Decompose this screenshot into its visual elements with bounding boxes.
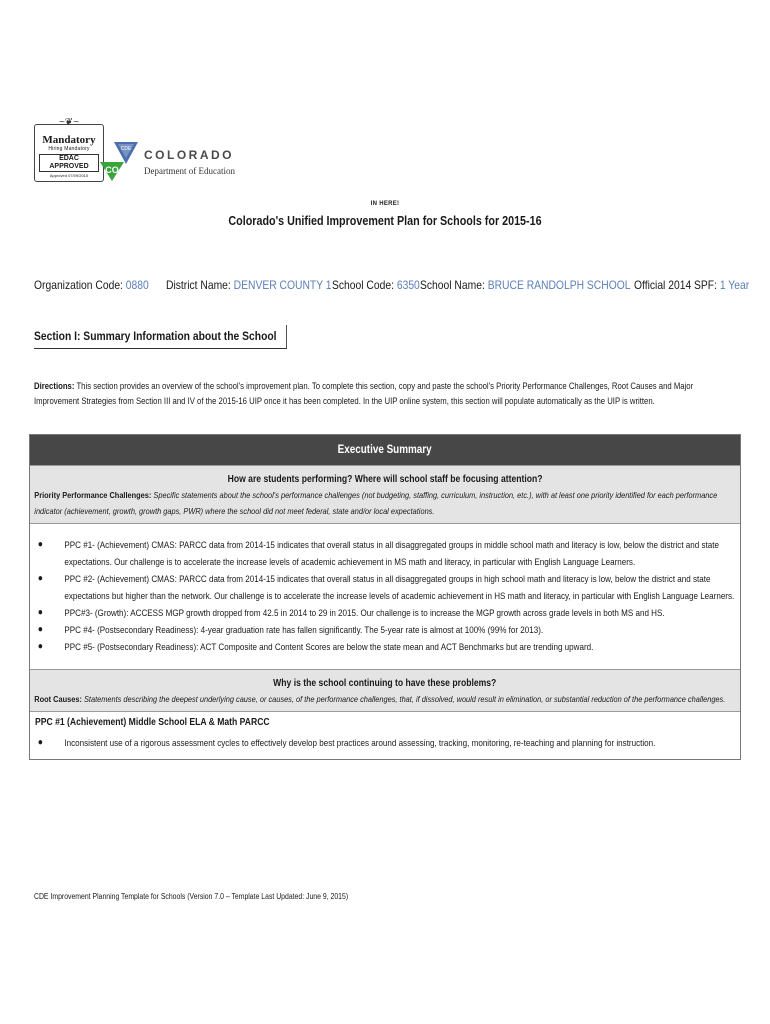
stamp-title: Mandatory — [42, 134, 96, 146]
ppc-label: Priority Performance Challenges: — [34, 490, 152, 500]
school-code-label: School Code: — [332, 278, 394, 292]
ppc-list-container — [30, 523, 740, 669]
root-cause-label: Root Causes: — [34, 694, 82, 704]
executive-summary-title: Executive Summary — [337, 444, 433, 456]
bullet-icon: ● — [37, 607, 43, 618]
list-item: ● PPC #5- (Postsecondary Readiness): ACT Composite and Content Scores are below the state mean and ACT Benchmarks but are trending upward. — [30, 638, 744, 655]
root-cause-band — [30, 669, 740, 711]
document-title: Colorado's Unified Improvement Plan for Schools for 2015-16 — [228, 214, 542, 228]
logo-badge-small: CDE — [120, 146, 132, 152]
stamp-ornament: ~❦~ — [58, 117, 80, 128]
org-code-label: Organization Code: — [34, 278, 123, 292]
root-cause-description — [30, 691, 740, 711]
directions-label: Directions: — [34, 381, 75, 391]
list-item: ● PPC #4- (Postsecondary Readiness): 4-year graduation rate has fallen significantly. The 5-year rate is almost at 100% (99% for 2013). — [30, 621, 744, 638]
page-footer: CDE Improvement Planning Template for Schools (Version 7.0 – Template Last Updated: June 9, 2015) — [34, 892, 349, 901]
list-item: ● PPC #2- (Achievement) CMAS: PARCC data from 2014-15 indicates that overall status in all disaggregated groups in high school math and literacy is low, below the district and state expectations but higher than the network. Our challenge is to accelerate the increase levels of academic achievement in HS math and literacy, in particular with English Language Learners. — [30, 570, 744, 604]
school-code — [332, 278, 420, 292]
logo-name: COLORADO — [144, 148, 234, 162]
section-heading: Section I: Summary Information about the School — [34, 329, 277, 343]
list-item: ● PPC#3- (Growth): ACCESS MGP growth dropped from 42.5 in 2014 to 29 in 2015. Our challenge is to increase the MGP growth across grade levels in both MS and HS. — [30, 604, 744, 621]
school-name — [420, 278, 630, 292]
root-cause-question: Why is the school continuing to have these problems? — [273, 678, 497, 689]
official-spf — [634, 278, 749, 292]
performance-question: How are students performing? Where will school staff be focusing attention? — [227, 474, 543, 485]
stamp-date: Approved 07/09/2015 — [49, 173, 89, 178]
district-label: District Name: — [166, 278, 231, 292]
bullet-icon: ● — [37, 624, 43, 635]
logo-badge: CO — [105, 165, 119, 175]
ppc-description — [30, 487, 740, 523]
rc-ppc1-title: PPC #1 (Achievement) Middle School ELA & Math PARCC — [30, 711, 740, 732]
org-code — [34, 278, 149, 292]
executive-summary-header — [30, 435, 740, 465]
stamp-line: Hiring Mandatory — [48, 146, 90, 152]
org-code-value: 0880 — [125, 278, 149, 292]
spf-label: Official 2014 SPF: — [634, 278, 717, 292]
bullet-icon: ● — [37, 737, 43, 748]
bullet-icon: ● — [37, 539, 43, 550]
header-tag: IN HERE! — [370, 201, 400, 207]
ppc-list — [30, 536, 740, 655]
executive-summary-table — [29, 434, 741, 760]
school-name-label: School Name: — [420, 278, 485, 292]
bullet-icon: ● — [37, 573, 43, 584]
logo-subtitle: Department of Education — [144, 166, 235, 176]
district-name — [166, 278, 332, 292]
list-item: ● PPC #1- (Achievement) CMAS: PARCC data from 2014-15 indicates that overall status in all disaggregated groups in middle school math and literacy is low, below the district and state expectations. Our challenge is to accelerate the increase levels of academic achievement in MS math and literacy, in particular with English Language Learners. — [30, 536, 744, 570]
cde-logo-icon — [96, 140, 140, 182]
school-code-value: 6350 — [396, 278, 420, 292]
list-item: ● Inconsistent use of a rigorous assessment cycles to effectively develop best practices around assessing, tracking, monitoring, re-teaching and planning for instruction. — [30, 734, 744, 751]
stamp-approved: EDAC APPROVED — [39, 154, 99, 172]
ppc-description-text: Specific statements about the school's performance challenges (not budgeting, staffing, curriculum, instruction, etc.), with at least one priority identified for each performance indicator (achievement, growth, growth gaps, PWR) where the school did not meet federal, state and/or local expectations. — [34, 490, 718, 516]
mandatory-stamp — [34, 117, 104, 182]
rc-list-container — [30, 732, 740, 759]
bullet-icon: ● — [37, 641, 43, 652]
rc-list — [30, 734, 740, 751]
spf-value: 1 Year — [719, 278, 750, 292]
performance-band — [30, 465, 740, 523]
school-name-value: BRUCE RANDOLPH SCHOOL — [487, 278, 631, 292]
root-cause-description-text: Statements describing the deepest underlying cause, or causes, of the performance challenges, that, if dissolved, would result in elimination, or substantial reduction of the performance challenges. — [83, 694, 726, 704]
district-value: DENVER COUNTY 1 — [233, 278, 332, 292]
directions-text: This section provides an overview of the school's improvement plan. To complete this section, copy and paste the school's Priority Performance Challenges, Root Causes and Major Improvement Strategies from Section III and IV of the 2015-16 UIP once it has been completed. In the UIP online system, this section will populate automatically as the UIP is written. — [34, 381, 694, 406]
directions — [34, 379, 722, 409]
